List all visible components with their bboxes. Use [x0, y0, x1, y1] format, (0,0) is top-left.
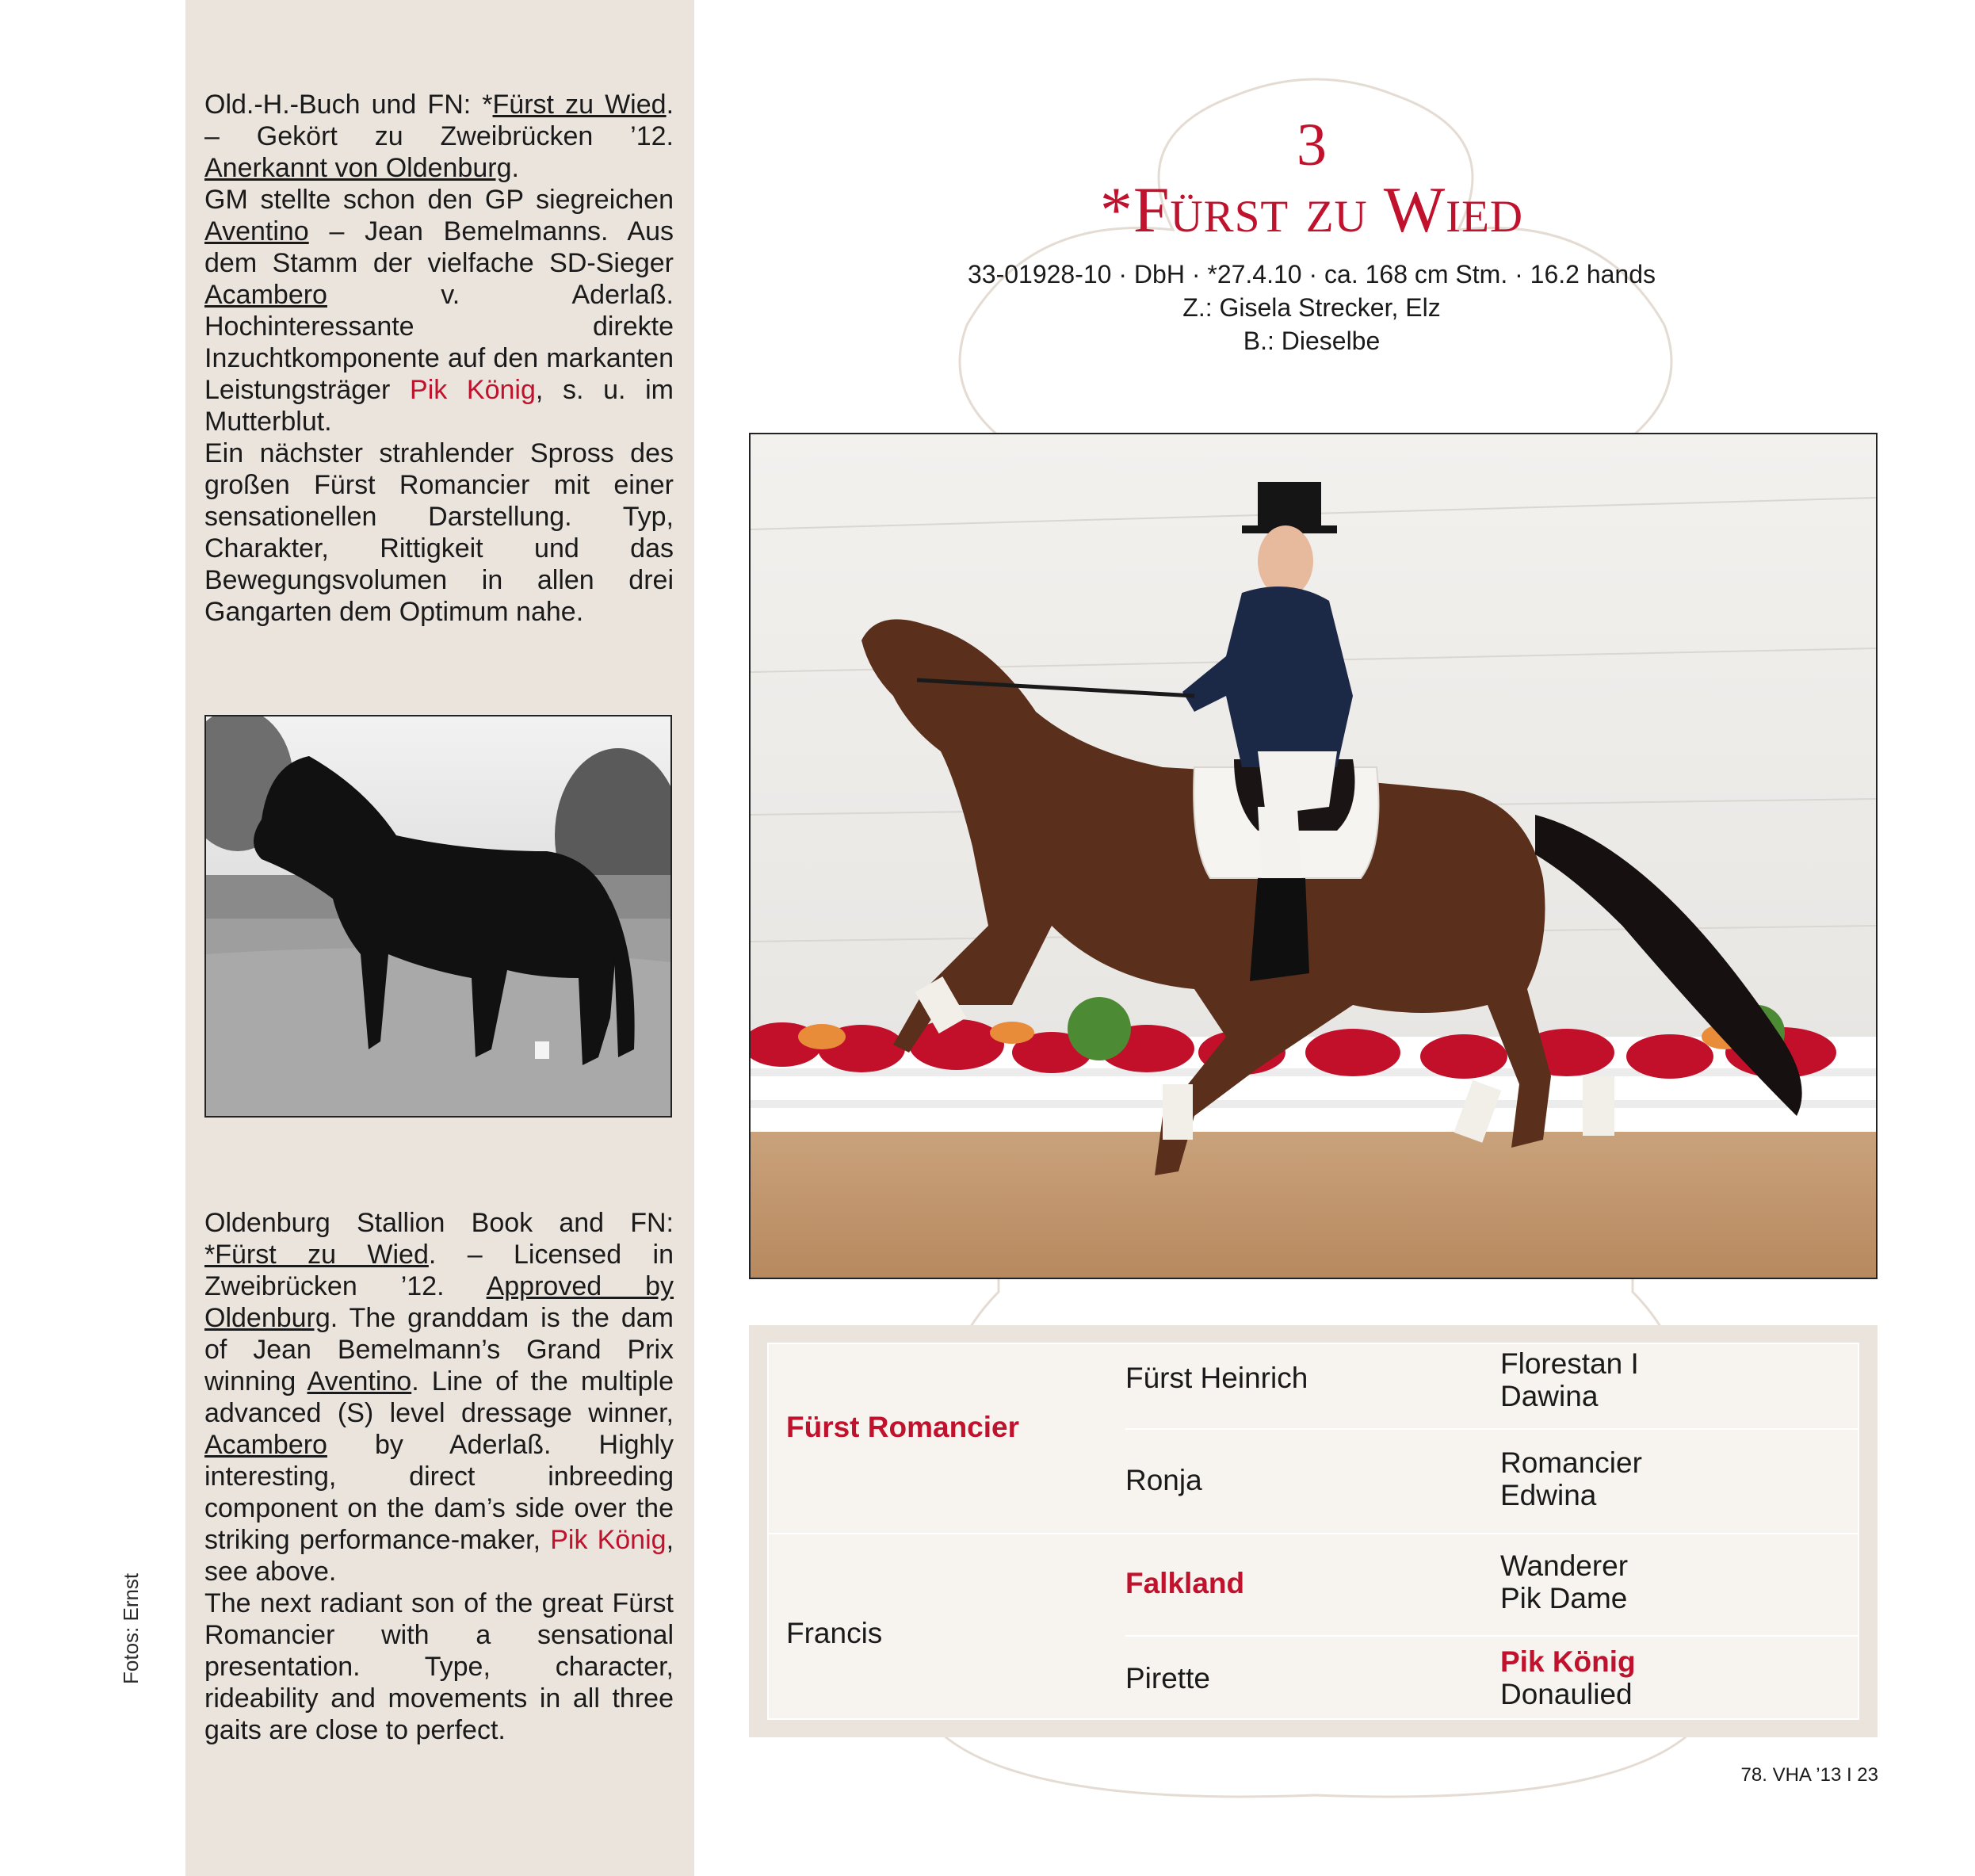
underlined-term: Aventino [307, 1366, 412, 1396]
pedigree-table [767, 1343, 1859, 1720]
pedigree-dam-dam: Pirette [1125, 1662, 1210, 1695]
pedigree-divider [767, 1533, 1859, 1534]
text-run: Old.-H.-Buch und FN: * [204, 90, 493, 120]
main-horse-photo [749, 433, 1878, 1279]
text-run: by Aderlaß. Highly interesting, direct inbreeding component on the dam’s side over the striking performance-maker, [204, 1430, 674, 1555]
sire-photo [204, 715, 672, 1118]
underlined-term: Acambero [204, 280, 327, 310]
pedigree-sire-dam: Ronja [1125, 1464, 1202, 1496]
german-description-1 [204, 89, 674, 437]
pedigree-dam-dam-sire: Pik König [1500, 1645, 1636, 1678]
pedigree-sire-sire-sire: Florestan I [1500, 1347, 1639, 1380]
pedigree-dam-sire: Falkland [1125, 1567, 1245, 1599]
lot-number: 3 [1297, 112, 1327, 178]
underlined-term: *Fürst zu Wied [204, 1240, 429, 1270]
text-run: . – Gekört zu Zweibrücken ’12. [204, 90, 674, 151]
pedigree-sire-dam-dam: Edwina [1500, 1479, 1597, 1511]
pedigree-sire-dam-sire: Romancier [1500, 1446, 1642, 1479]
text-run: Oldenburg Stallion Book and FN: [204, 1208, 674, 1238]
underlined-term: Aventino [204, 216, 309, 246]
pedigree-dam-sire-sire: Wanderer [1500, 1549, 1629, 1582]
pedigree-sire-sire-dam: Dawina [1500, 1380, 1599, 1412]
underlined-term: Acambero [204, 1430, 327, 1460]
pedigree-sire: Fürst Romancier [786, 1411, 1020, 1443]
horse-details: 33-01928-10 · DbH · *27.4.10 · ca. 168 cm Stm. · 16.2 hands [967, 260, 1656, 288]
text-run: GM stellte schon den GP siegreichen [204, 185, 674, 215]
pedigree-dam-sire-dam: Pik Dame [1500, 1582, 1628, 1614]
german-description-2: Ein nächster strahlender Spross des großen Fürst Romancier mit einer sensationellen Darstellung. Typ, Charakter, Rittigkeit und das Bewegungsvolumen in allen drei Gangarten dem Optimum nahe. [204, 438, 674, 627]
english-description-2: The next radiant son of the great Fürst Romancier with a sensational presentation. Type, character, rideability and movements in all three gaits are close to perfect. [204, 1588, 674, 1745]
breeder-line: Z.: Gisela Strecker, Elz [1182, 293, 1441, 322]
text-run: . [511, 153, 519, 183]
text-run: . – Licensed in Zweibrücken ’12. [204, 1240, 674, 1301]
text-run: – Jean Bemelmanns. Aus dem Stamm der vielfache SD-Sieger [204, 216, 674, 278]
text-run: . Line of the multiple advanced (S) level dressage winner, [204, 1366, 674, 1428]
text-run: v. Aderlaß. Hochinteressante direkte Inzuchtkomponente auf den markanten Leistungsträger [204, 280, 674, 405]
owner-line: B.: Dieselbe [1243, 327, 1381, 355]
english-description-1 [204, 1207, 674, 1588]
pedigree-divider [1125, 1428, 1859, 1430]
pedigree-divider [1125, 1635, 1859, 1637]
horse-name: *Fürst zu Wied [1099, 174, 1524, 246]
text-run: . The granddam is the dam of Jean Bemelmann’s Grand Prix winning [204, 1303, 674, 1396]
underlined-term: Anerkannt von Oldenburg [204, 153, 512, 183]
pedigree-dam: Francis [786, 1617, 883, 1649]
text-run: , see above. [204, 1525, 674, 1587]
page-reference: 78. VHA ’13 I 23 [1740, 1764, 1878, 1786]
underlined-term: Approved by Oldenburg [204, 1271, 674, 1333]
underlined-term: Fürst zu Wied [492, 90, 667, 120]
photo-credit: Fotos: Ernst [119, 1572, 143, 1684]
highlight-name: Pik König [410, 375, 536, 405]
text-run: , s. u. im Mutterblut. [204, 375, 674, 437]
pedigree-dam-dam-dam: Donaulied [1500, 1678, 1633, 1710]
highlight-name: Pik König [550, 1525, 667, 1555]
pedigree-sire-sire: Fürst Heinrich [1125, 1362, 1308, 1394]
